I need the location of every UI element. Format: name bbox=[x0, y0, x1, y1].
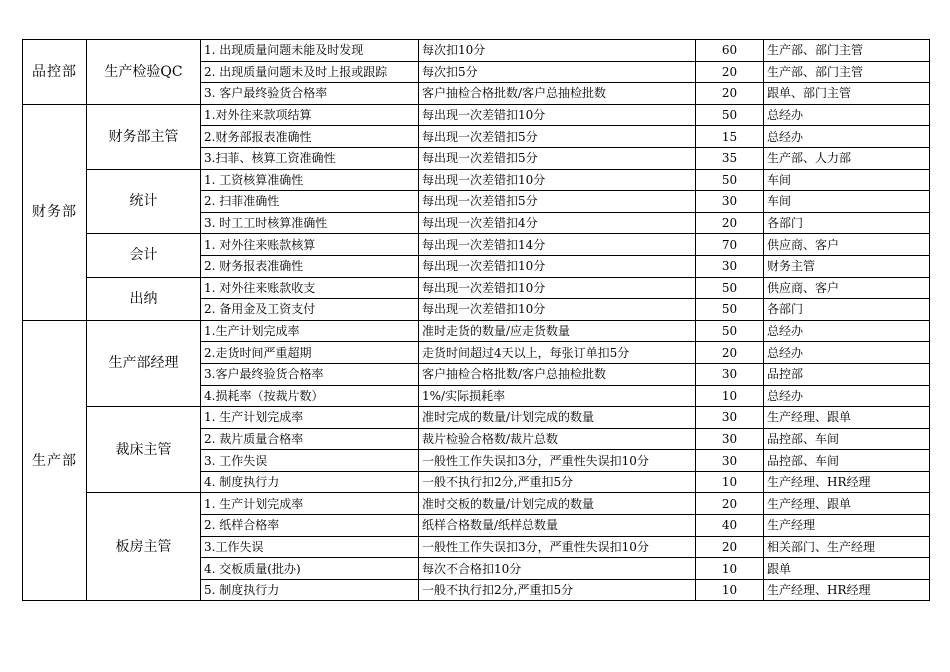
kpi-item-cell: 3.工作失误 bbox=[201, 536, 419, 558]
weight-cell: 15 bbox=[696, 126, 764, 148]
kpi-table-body bbox=[23, 40, 930, 601]
department-cell: 生产部 bbox=[23, 320, 87, 601]
evaluator-cell: 相关部门、生产经理 bbox=[764, 536, 930, 558]
weight-cell: 30 bbox=[696, 255, 764, 277]
scoring-rule-cell: 每次扣5分 bbox=[419, 61, 696, 83]
scoring-rule-cell: 每出现一次差错扣10分 bbox=[419, 277, 696, 299]
scoring-rule-cell: 一般性工作失误扣3分，严重性失误扣10分 bbox=[419, 536, 696, 558]
scoring-rule-cell: 每出现一次差错扣10分 bbox=[419, 169, 696, 191]
position-cell: 统计 bbox=[87, 169, 201, 234]
kpi-item-cell: 2. 纸样合格率 bbox=[201, 515, 419, 537]
scoring-rule-cell: 每出现一次差错扣5分 bbox=[419, 191, 696, 213]
evaluator-cell: 供应商、客户 bbox=[764, 277, 930, 299]
kpi-item-cell: 1. 工资核算准确性 bbox=[201, 169, 419, 191]
kpi-item-cell: 2. 出现质量问题未及时上报或跟踪 bbox=[201, 61, 419, 83]
table-row bbox=[23, 234, 930, 256]
scoring-rule-cell: 每出现一次差错扣5分 bbox=[419, 126, 696, 148]
weight-cell: 50 bbox=[696, 104, 764, 126]
scoring-rule-cell: 客户抽检合格批数/客户总抽检批数 bbox=[419, 363, 696, 385]
position-cell: 生产部经理 bbox=[87, 320, 201, 406]
evaluator-cell: 车间 bbox=[764, 191, 930, 213]
scoring-rule-cell: 每次扣10分 bbox=[419, 40, 696, 62]
weight-cell: 50 bbox=[696, 320, 764, 342]
kpi-item-cell: 2. 扫菲准确性 bbox=[201, 191, 419, 213]
evaluator-cell: 总经办 bbox=[764, 126, 930, 148]
kpi-item-cell: 4.损耗率（按裁片数） bbox=[201, 385, 419, 407]
weight-cell: 70 bbox=[696, 234, 764, 256]
kpi-item-cell: 4. 制度执行力 bbox=[201, 471, 419, 493]
weight-cell: 30 bbox=[696, 363, 764, 385]
evaluator-cell: 各部门 bbox=[764, 299, 930, 321]
weight-cell: 40 bbox=[696, 515, 764, 537]
kpi-table bbox=[22, 39, 930, 601]
evaluator-cell: 生产经理、HR经理 bbox=[764, 471, 930, 493]
scoring-rule-cell: 1%/实际损耗率 bbox=[419, 385, 696, 407]
weight-cell: 20 bbox=[696, 493, 764, 515]
kpi-item-cell: 3. 工作失误 bbox=[201, 450, 419, 472]
scoring-rule-cell: 准时交板的数量/计划完成的数量 bbox=[419, 493, 696, 515]
evaluator-cell: 各部门 bbox=[764, 212, 930, 234]
evaluator-cell: 财务主管 bbox=[764, 255, 930, 277]
scoring-rule-cell: 每次不合格扣10分 bbox=[419, 558, 696, 580]
evaluator-cell: 品控部、车间 bbox=[764, 450, 930, 472]
table-row bbox=[23, 493, 930, 515]
kpi-item-cell: 3.扫菲、核算工资准确性 bbox=[201, 147, 419, 169]
kpi-item-cell: 1. 生产计划完成率 bbox=[201, 407, 419, 429]
kpi-item-cell: 4. 交板质量(批办) bbox=[201, 558, 419, 580]
evaluator-cell: 总经办 bbox=[764, 342, 930, 364]
position-cell: 板房主管 bbox=[87, 493, 201, 601]
weight-cell: 50 bbox=[696, 299, 764, 321]
department-cell: 品控部 bbox=[23, 40, 87, 105]
weight-cell: 20 bbox=[696, 212, 764, 234]
table-row bbox=[23, 104, 930, 126]
weight-cell: 20 bbox=[696, 536, 764, 558]
scoring-rule-cell: 纸样合格数量/纸样总数量 bbox=[419, 515, 696, 537]
department-cell: 财务部 bbox=[23, 104, 87, 320]
kpi-item-cell: 2. 备用金及工资支付 bbox=[201, 299, 419, 321]
weight-cell: 10 bbox=[696, 579, 764, 601]
position-cell: 裁床主管 bbox=[87, 407, 201, 493]
kpi-item-cell: 3. 时工工时核算准确性 bbox=[201, 212, 419, 234]
position-cell: 出纳 bbox=[87, 277, 201, 320]
weight-cell: 30 bbox=[696, 450, 764, 472]
scoring-rule-cell: 每出现一次差错扣14分 bbox=[419, 234, 696, 256]
kpi-item-cell: 1. 生产计划完成率 bbox=[201, 493, 419, 515]
scoring-rule-cell: 每出现一次差错扣5分 bbox=[419, 147, 696, 169]
weight-cell: 20 bbox=[696, 61, 764, 83]
evaluator-cell: 生产经理 bbox=[764, 515, 930, 537]
evaluator-cell: 生产经理、HR经理 bbox=[764, 579, 930, 601]
table-row bbox=[23, 277, 930, 299]
evaluator-cell: 生产部、部门主管 bbox=[764, 61, 930, 83]
kpi-item-cell: 1.对外往来款项结算 bbox=[201, 104, 419, 126]
evaluator-cell: 车间 bbox=[764, 169, 930, 191]
weight-cell: 30 bbox=[696, 191, 764, 213]
table-row bbox=[23, 407, 930, 429]
evaluator-cell: 生产经理、跟单 bbox=[764, 407, 930, 429]
table-row bbox=[23, 320, 930, 342]
evaluator-cell: 跟单 bbox=[764, 558, 930, 580]
scoring-rule-cell: 每出现一次差错扣10分 bbox=[419, 299, 696, 321]
kpi-item-cell: 3. 客户最终验货合格率 bbox=[201, 83, 419, 105]
kpi-item-cell: 2.走货时间严重超期 bbox=[201, 342, 419, 364]
evaluator-cell: 品控部 bbox=[764, 363, 930, 385]
evaluator-cell: 生产部、人力部 bbox=[764, 147, 930, 169]
position-cell: 生产检验QC bbox=[87, 40, 201, 105]
kpi-item-cell: 1. 出现质量问题未能及时发现 bbox=[201, 40, 419, 62]
scoring-rule-cell: 准时完成的数量/计划完成的数量 bbox=[419, 407, 696, 429]
kpi-item-cell: 2. 财务报表准确性 bbox=[201, 255, 419, 277]
evaluator-cell: 生产部、部门主管 bbox=[764, 40, 930, 62]
evaluator-cell: 总经办 bbox=[764, 320, 930, 342]
scoring-rule-cell: 走货时间超过4天以上，每张订单扣5分 bbox=[419, 342, 696, 364]
weight-cell: 50 bbox=[696, 169, 764, 191]
weight-cell: 30 bbox=[696, 428, 764, 450]
weight-cell: 60 bbox=[696, 40, 764, 62]
scoring-rule-cell: 每出现一次差错扣10分 bbox=[419, 255, 696, 277]
weight-cell: 20 bbox=[696, 342, 764, 364]
kpi-item-cell: 5. 制度执行力 bbox=[201, 579, 419, 601]
scoring-rule-cell: 客户抽检合格批数/客户总抽检批数 bbox=[419, 83, 696, 105]
weight-cell: 10 bbox=[696, 558, 764, 580]
kpi-item-cell: 1. 对外往来账款核算 bbox=[201, 234, 419, 256]
weight-cell: 50 bbox=[696, 277, 764, 299]
scoring-rule-cell: 一般性工作失误扣3分，严重性失误扣10分 bbox=[419, 450, 696, 472]
evaluator-cell: 总经办 bbox=[764, 385, 930, 407]
scoring-rule-cell: 一般不执行扣2分,严重扣5分 bbox=[419, 471, 696, 493]
kpi-item-cell: 1. 对外往来账款收支 bbox=[201, 277, 419, 299]
kpi-item-cell: 1.生产计划完成率 bbox=[201, 320, 419, 342]
scoring-rule-cell: 裁片检验合格数/裁片总数 bbox=[419, 428, 696, 450]
scoring-rule-cell: 准时走货的数量/应走货数量 bbox=[419, 320, 696, 342]
evaluator-cell: 生产经理、跟单 bbox=[764, 493, 930, 515]
position-cell: 财务部主管 bbox=[87, 104, 201, 169]
kpi-item-cell: 3.客户最终验货合格率 bbox=[201, 363, 419, 385]
weight-cell: 30 bbox=[696, 407, 764, 429]
evaluator-cell: 总经办 bbox=[764, 104, 930, 126]
evaluator-cell: 品控部、车间 bbox=[764, 428, 930, 450]
table-row bbox=[23, 169, 930, 191]
kpi-item-cell: 2. 裁片质量合格率 bbox=[201, 428, 419, 450]
weight-cell: 10 bbox=[696, 471, 764, 493]
scoring-rule-cell: 每出现一次差错扣4分 bbox=[419, 212, 696, 234]
weight-cell: 35 bbox=[696, 147, 764, 169]
position-cell: 会计 bbox=[87, 234, 201, 277]
scoring-rule-cell: 每出现一次差错扣10分 bbox=[419, 104, 696, 126]
weight-cell: 20 bbox=[696, 83, 764, 105]
evaluator-cell: 供应商、客户 bbox=[764, 234, 930, 256]
kpi-item-cell: 2.财务部报表准确性 bbox=[201, 126, 419, 148]
scoring-rule-cell: 一般不执行扣2分,严重扣5分 bbox=[419, 579, 696, 601]
table-row bbox=[23, 40, 930, 62]
evaluator-cell: 跟单、部门主管 bbox=[764, 83, 930, 105]
weight-cell: 10 bbox=[696, 385, 764, 407]
